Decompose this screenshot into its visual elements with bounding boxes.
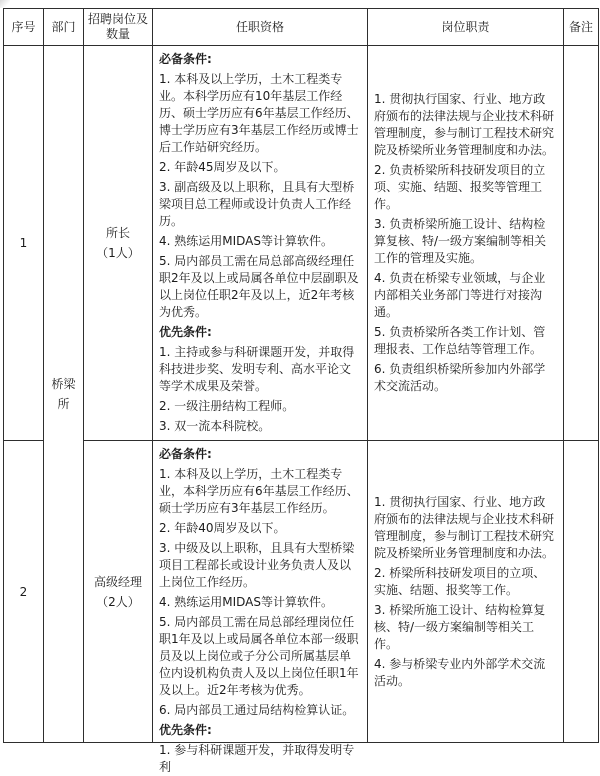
preferred-list-1: [159, 344, 361, 435]
list-paragraph: 1. 本科及以上学历，土木工程类专业，本科学历应有6年基层工作经历、硕士学历应有3年基层工作经历。: [159, 467, 359, 515]
list-paragraph: 3. 负责桥梁所施工设计、结构检算复核、特/一级方案编制等相关工作的管理及实施。: [374, 217, 547, 265]
list-paragraph: 6. 负责组织桥梁所参加内外部学术交流活动。: [374, 362, 546, 393]
list-paragraph: 3. 双一流本科院校。: [159, 419, 271, 433]
duty-list-2: [374, 494, 557, 690]
qualification-cell-2: [153, 441, 368, 774]
required-list-1: [159, 71, 361, 321]
list-paragraph: 2. 负责桥梁所科技研发项目的立项、实施、结题、报奖等管理工作。: [374, 163, 546, 211]
note-cell-1: [564, 46, 599, 441]
table-row-1: [4, 46, 599, 441]
position-title-1: 所长: [105, 226, 130, 240]
list-paragraph: 4. 负责在桥梁专业领域，与企业内部相关业务部门等进行对接沟通。: [374, 271, 546, 319]
list-paragraph: 1. 贯彻执行国家、行业、地方政府颁布的法律法规与企业技术科研管理制度，参与制订工程技术研究院及桥梁所业务管理制度和办法。: [374, 92, 555, 157]
list-paragraph: 4. 参与桥梁专业内外部学术交流活动。: [374, 656, 546, 688]
header-cell-note: 备注: [564, 9, 599, 46]
position-headcount-1: （1人）: [96, 246, 140, 260]
header-cell-no: 序号: [4, 9, 44, 46]
list-paragraph: 1. 参与科研课题开发，并取得发明专利: [159, 743, 355, 774]
qualification-cell-1: [153, 46, 368, 441]
recruitment-table: [3, 8, 599, 774]
serial-cell-1: 1: [4, 46, 44, 441]
header-cell-qualification: 任职资格: [153, 9, 368, 46]
list-paragraph: 5. 局内部员工需在局总部高级经理任职2年及以上或局属各单位中层副职及以上岗位任职2年及以上，近2年考核为优秀。: [159, 254, 359, 319]
required-title-1: 必备条件:: [159, 52, 212, 66]
required-title-2: 必备条件:: [159, 447, 212, 461]
department-cell: 桥梁所: [44, 46, 84, 743]
list-paragraph: 3. 桥梁所施工设计、结构检算复核、特/一级方案编制等相关工作。: [374, 602, 546, 651]
list-paragraph: 4. 熟练运用MIDAS等计算软件。: [159, 595, 334, 609]
list-paragraph: 2. 一级注册结构工程师。: [159, 399, 295, 413]
qualification-content-2: [159, 446, 361, 774]
preferred-title-1: 优先条件:: [159, 325, 212, 339]
preferred-list-2: [159, 742, 361, 776]
list-paragraph: 3. 中级及以上职称，且具有大型桥梁项目工程部长或设计业务负责人及以上岗位工作经历。: [159, 541, 355, 589]
list-paragraph: 1. 主持或参与科研课题开发，并取得科技进步奖、发明专利、高水平论文等学术成果及荣誉。: [159, 345, 355, 393]
serial-cell-2: 2: [4, 441, 44, 743]
position-title-2: 高级经理: [93, 574, 142, 589]
list-paragraph: 5. 负责桥梁所各类工作计划、管理报表、工作总结等管理工作。: [374, 325, 546, 356]
scan-corner-artifact: [0, 0, 10, 8]
list-paragraph: 2. 年龄45周岁及以下。: [159, 160, 286, 174]
list-paragraph: 1. 贯彻执行国家、行业、地方政府颁布的法律法规与企业技术科研管理制度，参与制订工程技术研究院及桥梁所业务管理制度和办法。: [374, 494, 555, 560]
required-list-2: [159, 466, 361, 719]
header-cell-duty: 岗位职责: [368, 9, 564, 46]
list-paragraph: 5. 局内部员工需在局总部经理岗位任职1年及以上或局属各单位本部一级职员及以上岗位或子分公司所属基层单位内设机构负责人及以上岗位任职1年及以上。近2年考核为优秀。: [159, 615, 359, 697]
header-cell-dept: 部门: [44, 9, 84, 46]
duty-cell-2: [368, 441, 564, 743]
position-cell-1: [84, 46, 153, 441]
duty-list-1: [374, 91, 557, 395]
list-paragraph: 1. 本科及以上学历，土木工程类专业。本科学历应有10年基层工作经历、硕士学历应有6年基层工作经历、博士学历应有3年基层工作经历或博士后工作站研究经历。: [159, 72, 359, 154]
header-cell-position: 招聘岗位及数量: [84, 9, 153, 46]
list-paragraph: 3. 副高级及以上职称，且具有大型桥梁项目总工程师或设计负责人工作经历。: [159, 180, 355, 228]
position-cell-2: [84, 441, 153, 743]
preferred-title-2: 优先条件:: [159, 723, 212, 737]
qualification-content-1: [159, 51, 361, 435]
position-headcount-2: （2人）: [96, 594, 140, 609]
table-row-2: [4, 441, 599, 743]
note-cell-2: [564, 441, 599, 743]
list-paragraph: 2. 年龄40周岁及以下。: [159, 521, 286, 535]
duty-cell-1: [368, 46, 564, 441]
list-paragraph: 6. 局内部员工通过局结构检算认证。: [159, 703, 355, 717]
list-paragraph: 2. 桥梁所科技研发项目的立项、实施、结题、报奖等工作。: [374, 565, 546, 597]
header-row: [4, 9, 599, 46]
list-paragraph: 4. 熟练运用MIDAS等计算软件。: [159, 234, 334, 248]
